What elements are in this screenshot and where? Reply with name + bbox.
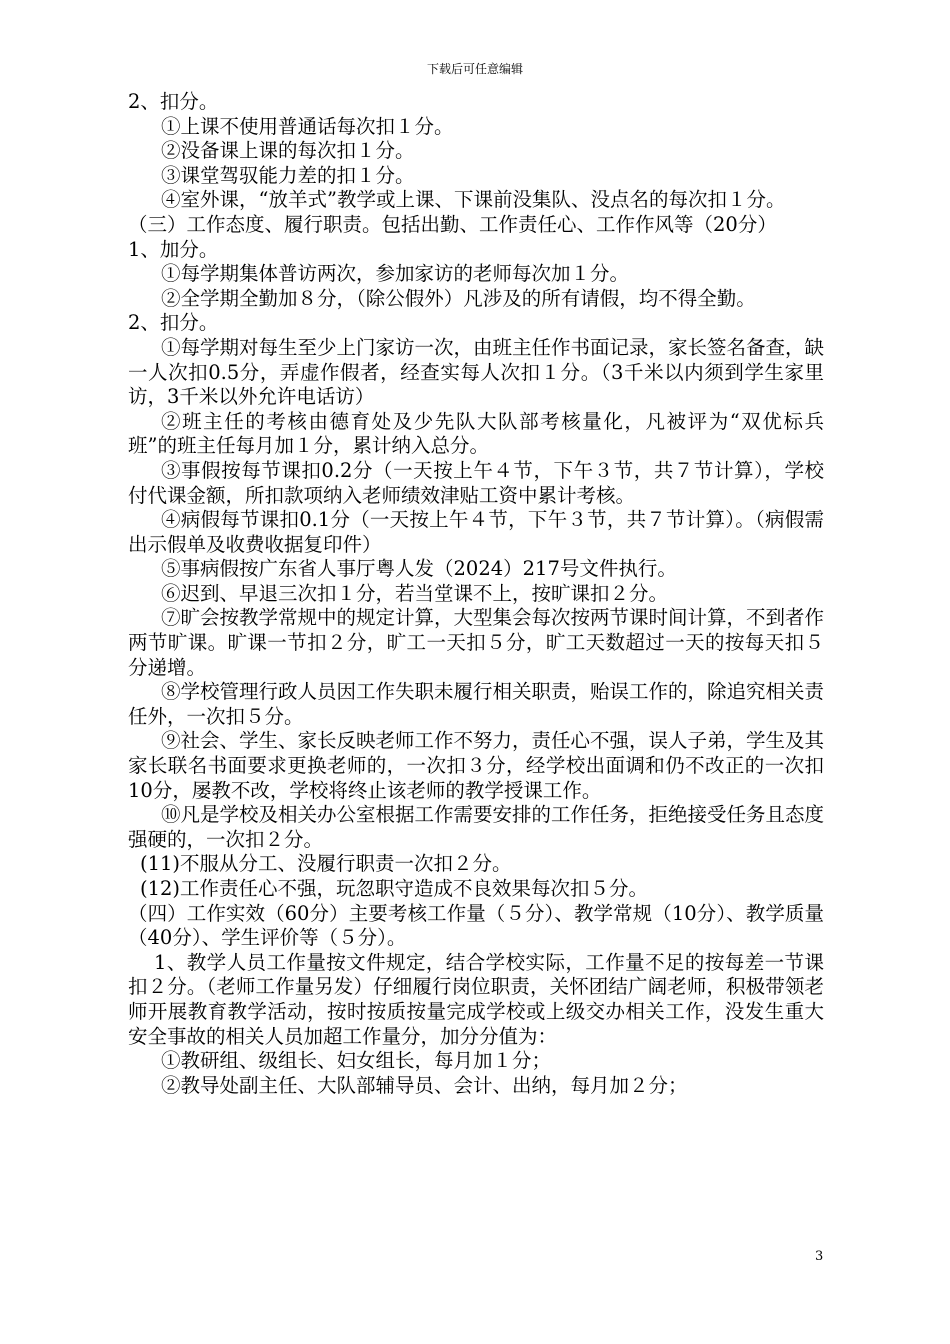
paragraph: ①每学期集体普访两次，参加家访的老师每次加１分。 xyxy=(161,262,630,286)
paragraph: ②全学期全勤加８分，（除公假外）凡涉及的所有请假，均不得全勤。 xyxy=(161,286,756,310)
paragraph: ④病假每节课扣0.1分（一天按上午４节，下午３节，共７节计算）。（病假需出示假单及收费收据复印件） xyxy=(128,508,824,556)
paragraph: ③课堂驾驭能力差的扣１分。 xyxy=(161,163,415,187)
paragraph: ③事假按每节课扣0.2分（一天按上午４节，下午３节，共７节计算），学校付代课金额，所扣款项纳入老师绩效津贴工资中累计考核。 xyxy=(128,458,824,507)
paragraph: ①教研组、级组长、妇女组长，每月加１分； xyxy=(161,1049,552,1073)
paragraph: ⑨社会、学生、家长反映老师工作不努力，责任心不强，误人子弟，学生及其家长联名书面要求更换老师的，一次扣３分，经学校出面调和仍不改正的一次扣10分，屡教不改，学校将终止该老师的教学授课工作。 xyxy=(128,729,825,802)
document-body xyxy=(128,90,824,1098)
paragraph: ①每学期对每生至少上门家访一次，由班主任作书面记录，家长签名备查，缺一人次扣0.5分，弄虚作假者，经查实每人次扣１分。（3千米以内须到学生家里访，3千米以外允许电话访） xyxy=(128,335,825,409)
paragraph: ⑦旷会按教学常规中的规定计算，大型集会每次按两节课时间计算，不到者作两节旷课。旷课一节扣２分，旷工一天扣５分，旷工天数超过一天的按每天扣５分递增。 xyxy=(128,606,825,679)
paragraph: (12)工作责任心不强，玩忽职守造成不良效果每次扣５分。 xyxy=(140,877,649,900)
paragraph: (11)不服从分工、没履行职责一次扣２分。 xyxy=(140,852,512,876)
paragraph: 1、加分。 xyxy=(128,237,219,261)
paragraph: ④室外课，“放羊式”教学或上课、下课前没集队、没点名的每次扣１分。 xyxy=(161,188,786,212)
paragraph: ②教导处副主任、大队部辅导员、会计、出纳，每月加２分； xyxy=(161,1073,688,1097)
paragraph: 2、扣分。 xyxy=(128,311,219,335)
paragraph: 1、教学人员工作量按文件规定，结合学校实际，工作量不足的按每差一节课扣２分。（老师工作量另发）仔细履行岗位职责，关怀团结广阔老师，积极带领老师开展教育教学活动，按时按质按量完成学校或上级交办相关工作，没发生重大安全事故的相关人员加超工作量分，加分分值为： xyxy=(128,950,824,1048)
paragraph: ②班主任的考核由德育处及少先队大队部考核量化，凡被评为“双优标兵班”的班主任每月加１分，累计纳入总分。 xyxy=(128,409,824,458)
paragraph: （四）工作实效（60分）主要考核工作量（５分）、教学常规（10分）、教学质量（40分）、学生评价等（５分）。 xyxy=(128,901,824,950)
paragraph: ⑤事病假按广东省人事厅粤人发（2024）217号文件执行。 xyxy=(161,557,677,581)
paragraph: ①上课不使用普通话每次扣１分。 xyxy=(161,114,454,138)
paragraph: （三）工作态度、履行职责。包括出勤、工作责任心、工作作风等（20分） xyxy=(128,212,777,236)
paragraph: ⑩凡是学校及相关办公室根据工作需要安排的工作任务，拒绝接受任务且态度强硬的，一次扣２分。 xyxy=(128,803,825,851)
paragraph: ②没备课上课的每次扣１分。 xyxy=(161,139,415,163)
paragraph: 2、扣分。 xyxy=(128,90,219,113)
page-header: 下载后可任意编辑 xyxy=(426,62,523,76)
paragraph: ⑥迟到、早退三次扣１分，若当堂课不上，按旷课扣２分。 xyxy=(161,581,669,605)
page-number: 3 xyxy=(815,1249,824,1264)
paragraph: ⑧学校管理行政人员因工作失职未履行相关职责，贻误工作的，除追究相关责任外，一次扣５分。 xyxy=(128,680,825,728)
